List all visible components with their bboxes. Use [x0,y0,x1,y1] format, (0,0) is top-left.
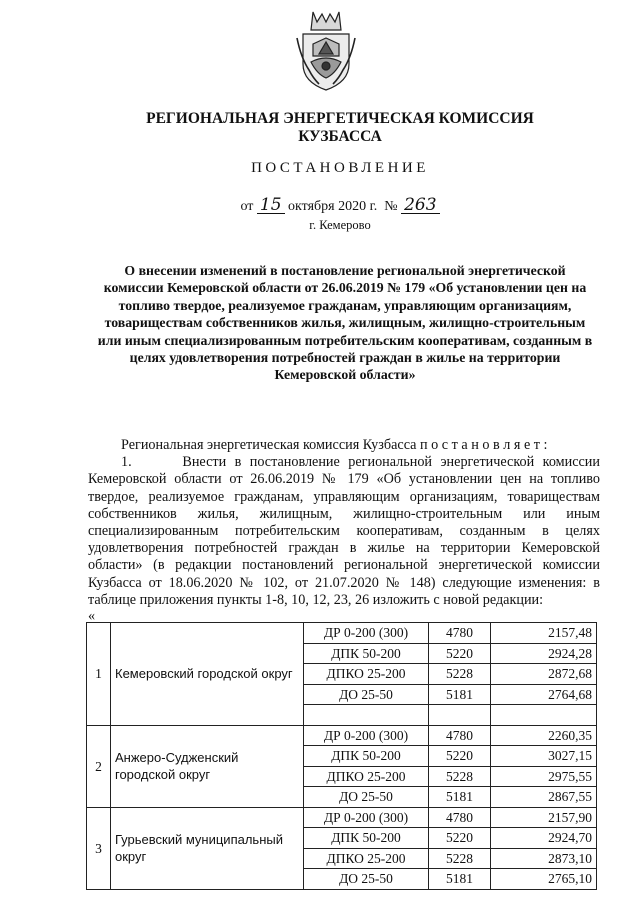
fuel-price: 2765,10 [491,869,597,890]
row-number: 1 [87,623,111,726]
fuel-price: 2872,68 [491,664,597,685]
fuel-code: 5228 [429,848,491,869]
fuel-code: 5228 [429,664,491,685]
fuel-brand: ДР 0-200 (300) [304,807,429,828]
item-paragraph [88,454,600,609]
fuel-code: 4780 [429,725,491,746]
intro-paragraph: Региональная энергетическая комиссия Кузбасса п о с т а н о в л я е т : [121,437,548,453]
fuel-brand: ДО 25-50 [304,684,429,705]
handwritten-number: 263 [401,198,439,214]
handwritten-day: 15 [257,198,285,214]
coat-of-arms-icon [295,8,357,92]
fuel-brand: ДО 25-50 [304,869,429,890]
spacer-cell [429,705,491,726]
tariff-table [86,622,597,890]
fuel-price: 2764,68 [491,684,597,705]
fuel-price: 2873,10 [491,848,597,869]
fuel-code: 5181 [429,684,491,705]
fuel-brand: ДПК 50-200 [304,828,429,849]
fuel-price: 2867,55 [491,787,597,808]
region-name: Кемеровский городской округ [111,623,304,726]
number-sign: № [384,199,398,214]
fuel-code: 5220 [429,746,491,767]
date-prefix: от [240,199,254,214]
fuel-brand: ДПКО 25-200 [304,664,429,685]
fuel-code: 5181 [429,869,491,890]
table-row [87,623,597,644]
fuel-code: 4780 [429,807,491,828]
fuel-brand: ДПКО 25-200 [304,848,429,869]
date-rest: октября 2020 г. [288,199,378,214]
fuel-price: 2924,70 [491,828,597,849]
item-number: 1. [121,454,132,471]
fuel-code: 5228 [429,766,491,787]
fuel-code: 4780 [429,623,491,644]
fuel-brand: ДР 0-200 (300) [304,725,429,746]
fuel-price: 3027,15 [491,746,597,767]
fuel-price: 2157,90 [491,807,597,828]
fuel-price: 2975,55 [491,766,597,787]
region-name: Анжеро-Судженский городской округ [111,725,304,807]
fuel-brand: ДО 25-50 [304,787,429,808]
opening-quote: « [88,608,96,625]
fuel-brand: ДПК 50-200 [304,643,429,664]
table-row [87,807,597,828]
fuel-brand: ДР 0-200 (300) [304,623,429,644]
fuel-price: 2157,48 [491,623,597,644]
fuel-price: 2924,28 [491,643,597,664]
commission-title: РЕГИОНАЛЬНАЯ ЭНЕРГЕТИЧЕСКАЯ КОМИССИЯ КУЗБАССА [146,110,534,145]
document-body [88,437,600,624]
item-text: Внести в постановление региональной энергетической комиссии Кемеровской области от 26.06.2019 № 179 «Об установлении цен на топливо твердое, реализуемое гражданам, управляющим организациям, товариществам собственников жилья, жилищным, жилищно-строительным или иным специализированным потребительским кооперативам, созданным в целях удовлетворения потребностей граждан в жилье на территории Кемеровской области» (в редакции постановлений региональной энергетической комиссии Кузбасса от 18.06.2020 № 102, от 21.07.2020 № 148) следующие изменения: в таблице приложения пункты 1-8, 10, 12, 23, 26 изложить с новой редакции: [88,454,600,608]
fuel-code: 5220 [429,643,491,664]
fuel-price: 2260,35 [491,725,597,746]
fuel-code: 5220 [429,828,491,849]
fuel-brand: ДПКО 25-200 [304,766,429,787]
document-date-number [190,195,490,215]
spacer-cell [304,705,429,726]
fuel-brand: ДПК 50-200 [304,746,429,767]
table-row [87,725,597,746]
fuel-code: 5181 [429,787,491,808]
document-type: ПОСТАНОВЛЕНИЕ [251,160,429,176]
row-number: 3 [87,807,111,889]
document-subject: О внесении изменений в постановление региональной энергетической комиссии Кемеровской области от 26.06.2019 № 179 «Об установлении цен на топливо твердое, реализуемое гражданам, управляющим организациям, товариществам собственников жилья, жилищным, жилищно-строительным или иным специализированным потребительским кооперативам, созданным в целях удовлетворения потребностей граждан в жилье на территории Кемеровской области» [97,263,593,383]
region-name: Гурьевский муниципальный округ [111,807,304,889]
city: г. Кемерово [309,218,371,232]
spacer-cell [491,705,597,726]
row-number: 2 [87,725,111,807]
